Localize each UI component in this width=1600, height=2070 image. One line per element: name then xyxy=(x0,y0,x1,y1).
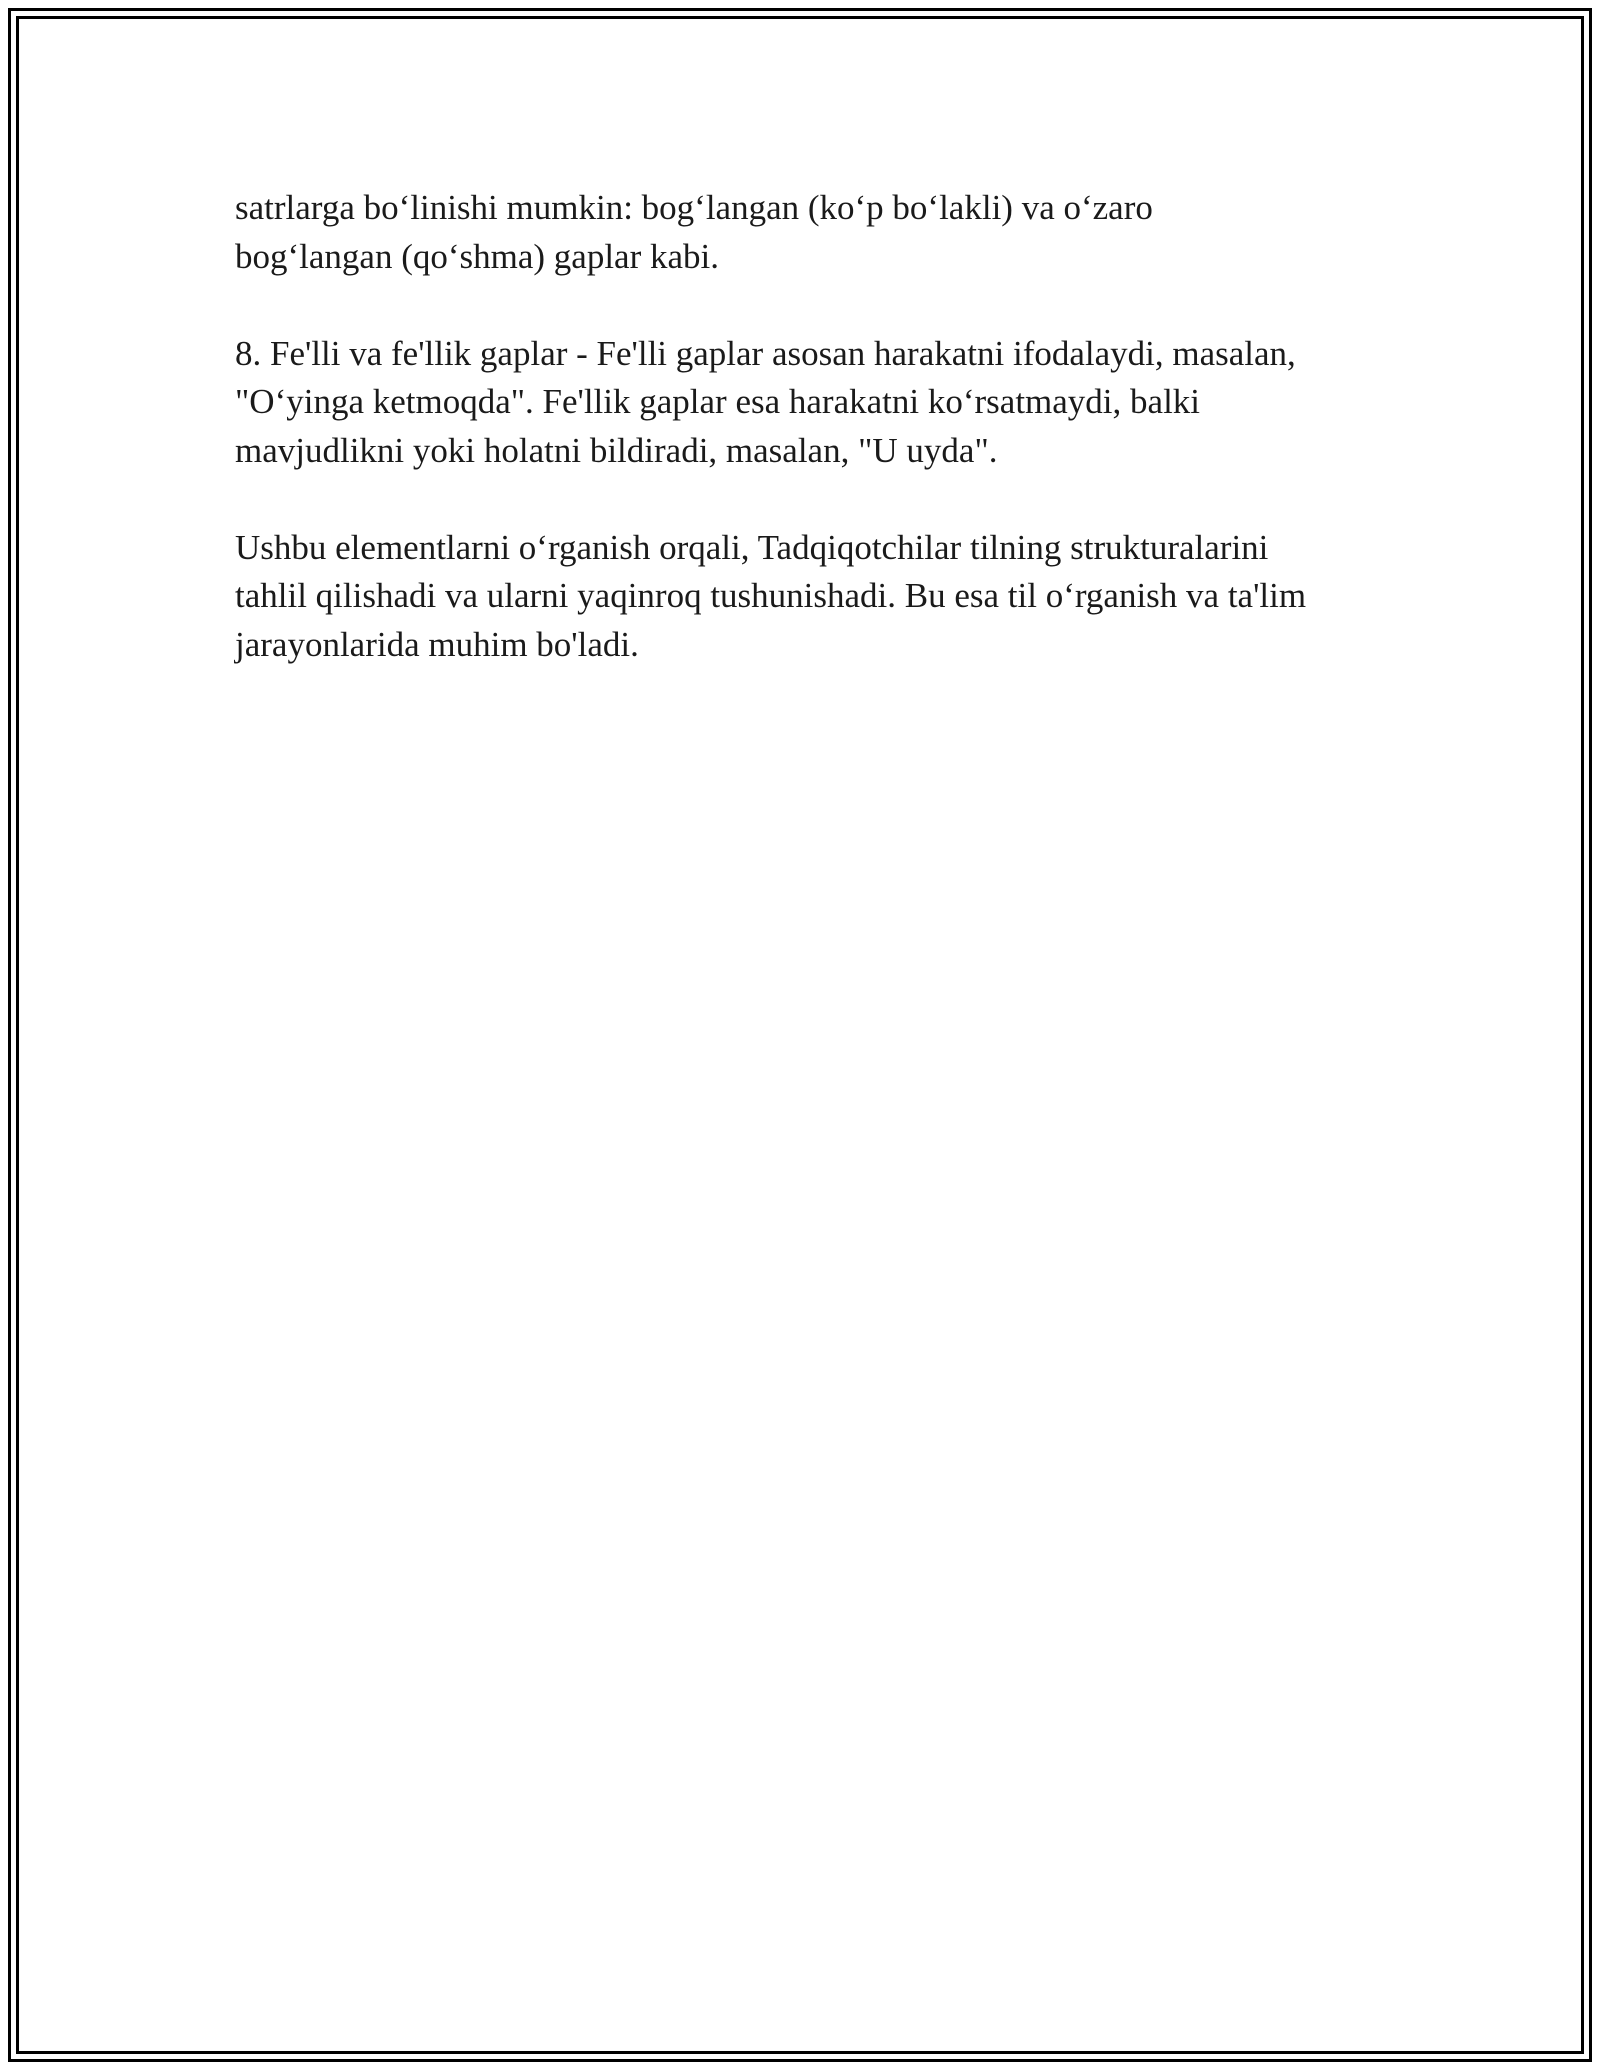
paragraph-conclusion: Ushbu elementlarni o‘rganish orqali, Tadqiqotchilar tilning strukturalarini tahlil qilishadi va ularni yaqinroq tushunishadi. Bu esa til o‘rganish va ta'lim jarayonlarida muhim bo'ladi. xyxy=(235,527,1307,664)
document-body xyxy=(235,184,1385,718)
paragraph-continuation: satrlarga bo‘linishi mumkin: bog‘langan (ko‘p bo‘lakli) va o‘zaro bog‘langan (qo‘shma) gaplar kabi. xyxy=(235,188,1153,276)
paragraph-item-8: 8. Fe'lli va fe'llik gaplar - Fe'lli gaplar asosan harakatni ifodalaydi, masalan, "O‘yinga ketmoqda". Fe'llik gaplar esa harakatni ko‘rsatmaydi, balki mavjudlikni yoki holatni bildiradi, masalan, "U uyda". xyxy=(235,333,1296,470)
